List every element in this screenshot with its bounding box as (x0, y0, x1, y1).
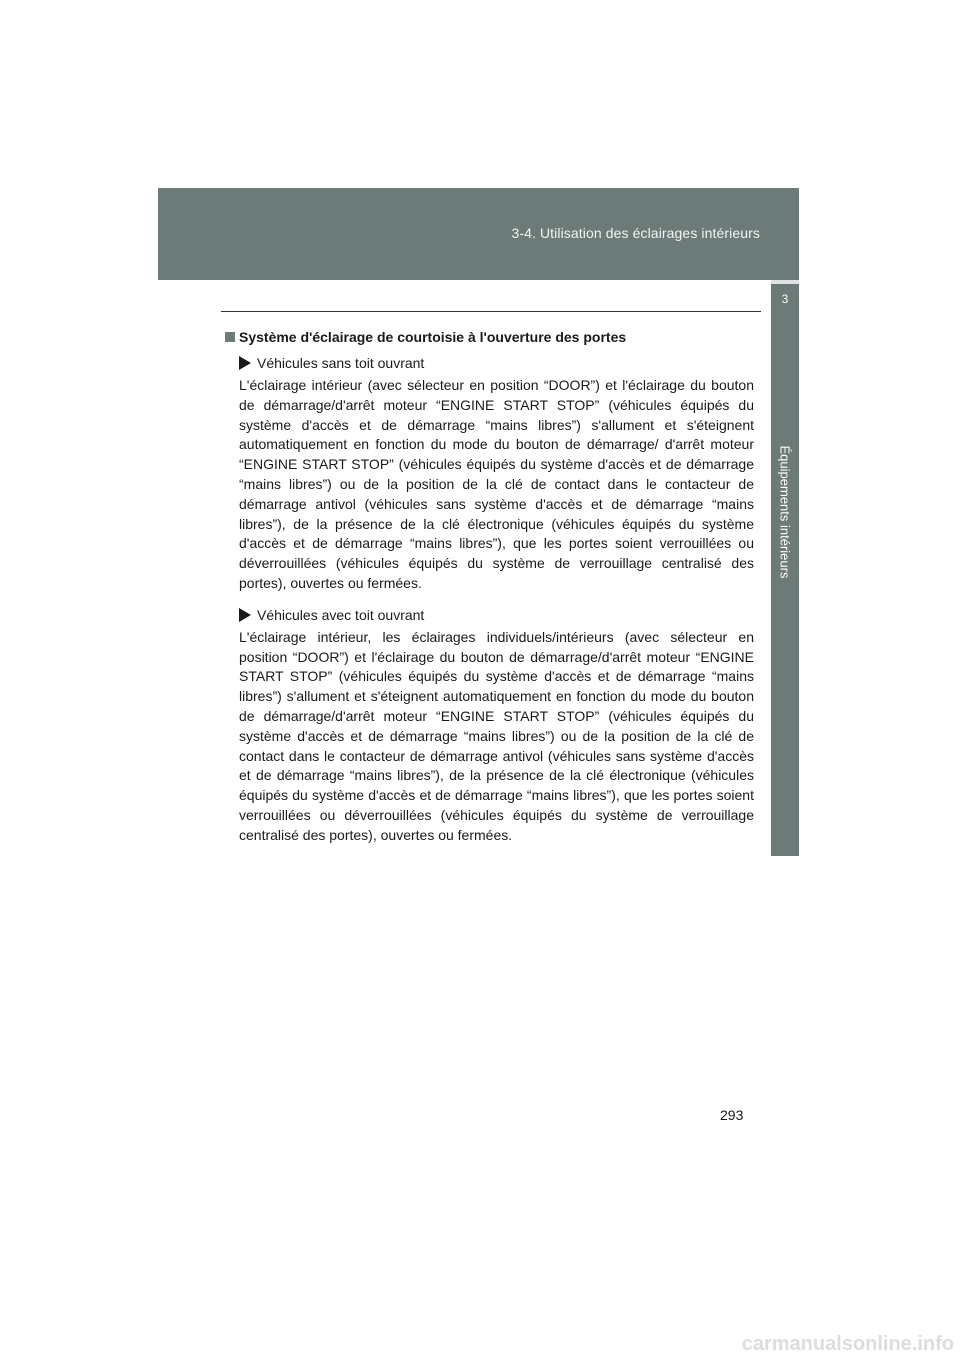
section-heading (225, 326, 754, 348)
triangle-arrow-icon (239, 356, 251, 370)
header-rule (221, 311, 761, 312)
paragraph-no-sunroof: L'éclairage intérieur (avec sélecteur en position “DOOR”) et l'éclairage du bouton de démarrage/d'arrêt moteur “ENGINE START STOP” (véhicules équipés du système d'accès et de démarrage “mains libres”) s'allument et s'éteignent automatiquement en fonction du mode du bouton de démarrage/ d'arrêt moteur “ENGINE START STOP” (véhicules équipés du système d'accès et de démarrage “mains libres”) ou de la position de la clé de contact dans le contacteur de démarrage antivol (véhicules sans système d'accès et de démarrage “mains libres”), de la présence de la clé électronique (véhicules équipés du système d'accès et de démarrage “mains libres”), que les portes soient verrouillées ou déverrouillées (véhicules équipés du système de verrouillage centralisé des portes), ouvertes ou fermées. (239, 377, 754, 591)
subheading-with-sunroof (239, 604, 754, 626)
chapter-title: Équipements intérieurs (777, 445, 793, 579)
chapter-number: 3 (781, 292, 789, 306)
triangle-arrow-icon (239, 608, 251, 622)
page-number: 293 (720, 1107, 744, 1123)
section-heading-text: Système d'éclairage de courtoisie à l'ouverture des portes (239, 329, 627, 345)
watermark-logo: carmanualsonline.info (741, 1333, 954, 1355)
section-title: 3-4. Utilisation des éclairages intérieurs (511, 225, 760, 241)
square-bullet-icon (225, 332, 235, 342)
page-content (225, 326, 754, 856)
chapter-side-tab (771, 284, 799, 856)
subheading-with-sunroof-text: Véhicules avec toit ouvrant (257, 606, 425, 623)
chapter-header-band (158, 188, 799, 280)
paragraph-with-sunroof: L'éclairage intérieur, les éclairages individuels/intérieurs (avec sélecteur en position “DOOR”) et l'éclairage du bouton de démarrage/d'arrêt moteur “ENGINE START STOP” (véhicules équipés du système d'accès et de démarrage “mains libres”) s'allument et s'éteignent automatiquement en fonction du mode du bouton de démarrage/d'arrêt moteur “ENGINE START STOP” (véhicules équipés du système d'accès et de démarrage “mains libres”) ou de la position de la clé de contact dans le contacteur de démarrage antivol (véhicules sans système d'accès et de démarrage “mains libres”), de la présence de la clé électronique (véhicules équipés du système d'accès et de démarrage “mains libres”), que les portes soient verrouillées ou déverrouillées (véhicules équipés du système de verrouillage centralisé des portes), ouvertes ou fermées. (239, 628, 754, 843)
subheading-no-sunroof (239, 352, 754, 374)
subheading-no-sunroof-text: Véhicules sans toit ouvrant (257, 355, 425, 371)
